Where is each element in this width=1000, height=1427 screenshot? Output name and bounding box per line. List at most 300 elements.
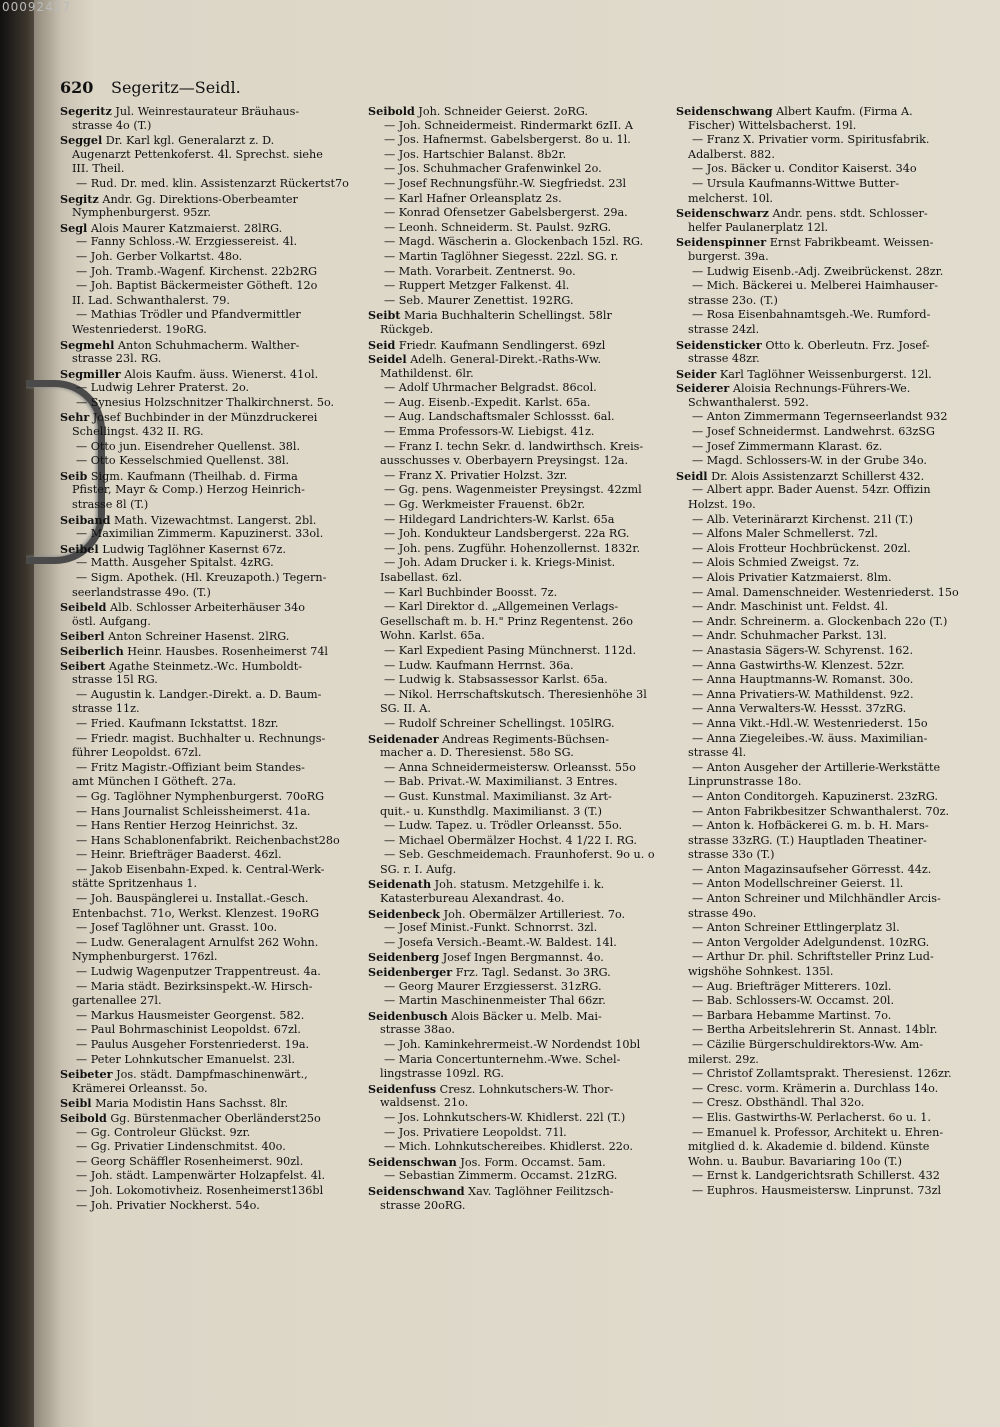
directory-subentry <box>676 702 992 717</box>
entry-text: — Alb. Veterinärarzt Kirchenst. 21l (T.) <box>692 512 913 526</box>
directory-entry <box>60 367 358 382</box>
entry-text: strasse 33zRG. (T.) Hauptladen Theatiner- <box>688 833 927 847</box>
directory-subentry <box>676 542 992 557</box>
entry-text: — Bertha Arbeitslehrerin St. Annast. 14blr. <box>692 1023 938 1037</box>
entry-text: Jul. Weinrestaurateur Bräuhaus- <box>115 105 300 118</box>
entry-continuation <box>676 119 992 134</box>
surname: Seidl <box>676 468 708 483</box>
surname: Seidenschwand <box>368 1183 465 1198</box>
directory-subentry <box>368 410 668 425</box>
directory-subentry <box>60 250 358 265</box>
entry-text: — Ludw. Generalagent Arnulfst 262 Wohn. <box>76 935 319 949</box>
directory-subentry <box>368 527 668 542</box>
entry-text: — Fritz Magistr.-Offiziant beim Standes- <box>76 760 305 774</box>
entry-text: — Georg Schäffler Rosenheimerst. 90zl. <box>76 1154 304 1168</box>
entry-text: — Alois Privatier Katzmaierst. 8lm. <box>692 571 892 584</box>
directory-subentry <box>676 994 992 1009</box>
entry-text: — Synesius Holzschnitzer Thalkirchnerst. 5o. <box>76 395 335 409</box>
entry-continuation <box>60 586 358 601</box>
directory-subentry <box>676 556 992 571</box>
directory-entry <box>676 104 992 119</box>
surname: Seibert <box>60 658 106 673</box>
entry-text: — Hans Rentier Herzog Heinrichst. 3z. <box>76 819 299 833</box>
entry-text: strasse 23o. (T.) <box>688 293 778 307</box>
entry-continuation <box>60 950 358 965</box>
entry-text: — Ludwig Wagenputzer Trappentreust. 4a. <box>76 965 321 979</box>
entry-text: strasse 8l (T.) <box>72 498 149 512</box>
entry-text: Anton Schreiner Hasenst. 2lRG. <box>108 630 290 644</box>
entry-continuation <box>60 119 358 134</box>
entry-text: — Franz I. techn Sekr. d. landwirthsch. Kreis- <box>384 439 644 453</box>
directory-entry <box>60 410 358 425</box>
directory-subentry <box>368 1053 668 1068</box>
surname: Seidenschwang <box>676 104 773 118</box>
directory-subentry <box>676 1126 992 1141</box>
entry-text: Andreas Regiments-Büchsen- <box>442 732 610 746</box>
entry-text: gartenallee 27l. <box>72 994 162 1008</box>
entry-text: — Ernst k. Landgerichtsrath Schillerst. 432 <box>692 1169 940 1183</box>
entry-text: — Aug. Landschaftsmaler Schlossst. 6al. <box>384 410 615 424</box>
directory-entry <box>676 206 992 221</box>
entry-text: Adelh. General-Direkt.-Raths-Ww. <box>410 353 602 367</box>
entry-text: Alois Bäcker u. Melb. Mai- <box>451 1009 602 1023</box>
entry-text: quit.- u. Kunsthdlg. Maximilianst. 3 (T.) <box>380 804 602 818</box>
directory-subentry <box>368 425 668 440</box>
entry-text: — Emma Professors-W. Liebigst. 41z. <box>384 425 595 439</box>
directory-subentry <box>368 556 668 571</box>
surname: Seidenberger <box>368 965 453 980</box>
entry-text: Pfister, Mayr & Comp.) Herzog Heinrich- <box>72 483 305 497</box>
directory-subentry <box>368 936 668 951</box>
entry-text: — Karl Expedient Pasing Münchnerst. 112d. <box>384 643 636 657</box>
directory-subentry <box>60 1184 358 1199</box>
directory-entry <box>60 221 358 236</box>
entry-text: waldsenst. 21o. <box>380 1096 469 1110</box>
entry-text: strasse 4o (T.) <box>72 118 152 132</box>
entry-text: Maria Buchhalterin Schellingst. 58lr <box>404 309 612 323</box>
directory-subentry <box>368 848 668 863</box>
entry-text: Fischer) Wittelsbacherst. 19l. <box>688 118 857 132</box>
entry-text: Wohn. u. Baubur. Bavariaring 10o (T.) <box>688 1154 902 1168</box>
directory-subentry <box>676 673 992 688</box>
entry-text: — Otto jun. Eisendreher Quellenst. 38l. <box>76 439 301 453</box>
directory-entry <box>368 732 668 747</box>
entry-continuation <box>60 775 358 790</box>
entry-text: — Joh. Gerber Volkartst. 48o. <box>76 249 243 263</box>
surname: Seibold <box>60 1110 107 1125</box>
entry-text: Cresz. Lohnkutschers-W. Thor- <box>439 1082 614 1096</box>
entry-text: — Anna Hauptmanns-W. Romanst. 30o. <box>692 673 914 687</box>
entry-text: — Anna Ziegeleibes.-W. äuss. Maximilian- <box>692 731 928 745</box>
directory-subentry <box>676 921 992 936</box>
entry-text: Dr. Alois Assistenzarzt Schillerst 432. <box>711 469 925 483</box>
directory-subentry <box>676 1184 992 1199</box>
entry-text: — Hans Journalist Schleissheimerst. 41a. <box>76 804 311 818</box>
entry-text: — Sebastian Zimmerm. Occamst. 21zRG. <box>384 1169 618 1183</box>
entry-text: — Gust. Kunstmal. Maximilianst. 3z Art- <box>384 789 612 803</box>
entry-text: — Gg. pens. Wagenmeister Preysingst. 42zml <box>384 483 642 497</box>
entry-text: — Gg. Taglöhner Nymphenburgerst. 70oRG <box>76 789 325 803</box>
surname: Seibel <box>60 541 99 556</box>
directory-subentry <box>368 498 668 513</box>
entry-continuation <box>60 673 358 688</box>
entry-continuation <box>60 746 358 761</box>
entry-continuation <box>60 877 358 892</box>
surname: Seidensticker <box>676 337 762 352</box>
directory-subentry <box>676 805 992 820</box>
entry-text: — Anna Vikt.-Hdl.-W. Westenriederst. 15o <box>692 716 928 730</box>
directory-subentry <box>368 542 668 557</box>
directory-subentry <box>368 659 668 674</box>
directory-subentry <box>368 119 668 134</box>
entry-text: — Michael Obermälzer Hochst. 4 1/22 I. RG. <box>384 833 637 847</box>
entry-continuation <box>676 148 992 163</box>
entry-text: — Hans Schablonenfabrikt. Reichenbachst28o <box>76 833 340 847</box>
entry-text: Josef Buchbinder in der Münzdruckerei <box>92 411 318 425</box>
entry-text: Rückgeb. <box>380 322 434 336</box>
directory-subentry <box>60 1199 358 1214</box>
entry-text: — Joh. Schneidermeist. Rindermarkt 6zII. A <box>384 118 633 132</box>
entry-text: — Seb. Geschmeidemach. Fraunhoferst. 9o u. o <box>384 848 655 862</box>
entry-text: burgerst. 39a. <box>688 249 769 263</box>
entry-text: — Amal. Damenschneider. Westenriederst. 15o <box>692 585 959 599</box>
directory-subentry <box>60 1169 358 1184</box>
entry-text: — Cresc. vorm. Krämerin a. Durchlass 14o. <box>692 1081 939 1095</box>
directory-subentry <box>676 425 992 440</box>
directory-subentry <box>60 556 358 571</box>
surname: Seidenfuss <box>368 1081 437 1096</box>
entry-text: Joh. statusm. Metzgehilfe i. k. <box>434 878 605 892</box>
surname: Seid <box>368 337 396 352</box>
directory-entry <box>60 542 358 557</box>
entry-continuation <box>676 323 992 338</box>
directory-subentry <box>60 527 358 542</box>
directory-subentry <box>368 994 668 1009</box>
entry-text: — Gg. Privatier Lindenschmitst. 40o. <box>76 1140 286 1154</box>
directory-subentry <box>676 513 992 528</box>
entry-text: — Anton Schreiner Ettlingerplatz 3l. <box>692 921 900 935</box>
entry-continuation <box>676 746 992 761</box>
directory-subentry <box>368 206 668 221</box>
entry-text: — Anna Privatiers-W. Mathildenst. 9z2. <box>692 687 914 701</box>
entry-text: — Andr. Maschinist unt. Feldst. 4l. <box>692 600 889 614</box>
directory-subentry <box>676 717 992 732</box>
entry-text: Nymphenburgerst. 176zl. <box>72 950 218 964</box>
entry-text: — Ruppert Metzger Falkenst. 4l. <box>384 279 570 293</box>
entry-text: — Anton Ausgeher der Artillerie-Werkstätte <box>692 760 941 774</box>
entry-text: — Gg. Controleur Glückst. 9zr. <box>76 1125 251 1139</box>
directory-subentry <box>676 1169 992 1184</box>
entry-text: — Alois Schmied Zweigst. 7z. <box>692 556 860 570</box>
directory-subentry <box>368 1038 668 1053</box>
directory-subentry <box>368 790 668 805</box>
directory-subentry <box>676 308 992 323</box>
entry-text: Nymphenburgerst. 95zr. <box>72 206 211 220</box>
entry-text: wigshöhe Sohnkest. 135l. <box>688 965 834 979</box>
directory-subentry <box>676 790 992 805</box>
directory-subentry <box>60 834 358 849</box>
entry-text: — Josef Schneidermst. Landwehrst. 63zSG <box>692 425 935 439</box>
entry-text: — Magd. Wäscherin a. Glockenbach 15zl. RG. <box>384 235 644 249</box>
entry-text: — Joh. Adam Drucker i. k. Kriegs-Minist. <box>384 556 616 570</box>
surname: Seib <box>60 468 88 483</box>
directory-subentry <box>60 235 358 250</box>
directory-subentry <box>676 1111 992 1126</box>
entry-text: macher a. D. Theresienst. 58o SG. <box>380 746 574 760</box>
directory-subentry <box>368 775 668 790</box>
directory-entry <box>368 1155 668 1170</box>
entry-continuation <box>676 848 992 863</box>
directory-subentry <box>676 483 992 498</box>
directory-subentry <box>676 644 992 659</box>
entry-text: Schellingst. 432 II. RG. <box>72 425 204 439</box>
entry-continuation <box>676 965 992 980</box>
entry-continuation <box>60 352 358 367</box>
entry-text: Agathe Steinmetz.-Wc. Humboldt- <box>109 659 303 673</box>
directory-entry <box>60 1067 358 1082</box>
surname: Seibeter <box>60 1067 113 1082</box>
entry-text: — Anton Schreiner und Milchhändler Arcis- <box>692 892 941 906</box>
directory-subentry <box>676 279 992 294</box>
directory-subentry <box>60 1023 358 1038</box>
entry-text: Frz. Tagl. Sedanst. 3o 3RG. <box>455 966 611 980</box>
entry-text: — Math. Vorarbeit. Zentnerst. 9o. <box>384 264 576 278</box>
entry-continuation <box>368 1199 668 1214</box>
directory-entry <box>60 659 358 674</box>
entry-continuation <box>676 352 992 367</box>
surname: Seider <box>676 366 717 381</box>
entry-text: — Andr. Schreinerm. a. Glockenbach 22o (T.) <box>692 614 948 628</box>
directory-subentry <box>368 1126 668 1141</box>
directory-subentry <box>676 688 992 703</box>
entry-text: strasse 33o (T.) <box>688 848 775 862</box>
directory-subentry <box>676 440 992 455</box>
entry-text: — Karl Hafner Orleansplatz 2s. <box>384 191 562 205</box>
directory-subentry <box>368 177 668 192</box>
entry-text: — Fried. Kaufmann Ickstattst. 18zr. <box>76 716 279 730</box>
entry-text: — Joh. städt. Lampenwärter Holzapfelst. 4l. <box>76 1169 326 1183</box>
directory-subentry <box>60 381 358 396</box>
entry-text: — Emanuel k. Professor, Architekt u. Ehren- <box>692 1125 944 1139</box>
directory-entry <box>676 235 992 250</box>
directory-subentry <box>676 950 992 965</box>
directory-subentry <box>60 717 358 732</box>
directory-subentry <box>60 790 358 805</box>
entry-text: — Elis. Gastwirths-W. Perlacherst. 6o u. 1. <box>692 1110 931 1124</box>
directory-subentry <box>368 148 668 163</box>
entry-text: Aloisia Rechnungs-Führers-We. <box>732 382 911 396</box>
entry-text: — Friedr. magist. Buchhalter u. Rechnungs- <box>76 731 326 745</box>
entry-text: — Josef Taglöhner unt. Grasst. 10o. <box>76 921 278 935</box>
directory-subentry <box>60 396 358 411</box>
directory-subentry <box>368 586 668 601</box>
entry-continuation <box>368 1067 668 1082</box>
directory-subentry <box>60 1140 358 1155</box>
entry-text: — Jos. Privatiere Leopoldst. 71l. <box>384 1125 567 1139</box>
entry-text: — Sigm. Apothek. (Hl. Kreuzapoth.) Tegern- <box>76 571 327 584</box>
entry-text: — Anton Zimmermann Tegernseerlandst 932 <box>692 410 948 424</box>
directory-subentry <box>368 469 668 484</box>
entry-text: — Aug. Eisenb.-Expedit. Karlst. 65a. <box>384 395 591 409</box>
entry-text: — Maria städt. Bezirksinspekt.-W. Hirsch- <box>76 979 313 993</box>
entry-text: — Rud. Dr. med. klin. Assistenzarzt Rückertst7o <box>76 176 349 190</box>
entry-text: Linprunstrasse 18o. <box>688 775 802 789</box>
entry-text: amt München I Götheft. 27a. <box>72 775 237 789</box>
directory-subentry <box>368 921 668 936</box>
directory-entry <box>60 1096 358 1111</box>
entry-text: — Konrad Ofensetzer Gabelsbergerst. 29a. <box>384 206 628 220</box>
entry-continuation <box>676 221 992 236</box>
directory-subentry <box>676 732 992 747</box>
directory-subentry <box>368 717 668 732</box>
entry-continuation <box>676 775 992 790</box>
directory-subentry <box>60 892 358 907</box>
surname: Seiberl <box>60 629 105 644</box>
directory-subentry <box>676 659 992 674</box>
entry-text: — Hildegard Landrichters-W. Karlst. 65a <box>384 512 615 526</box>
entry-text: Math. Vizewachtmst. Langerst. 2bl. <box>114 513 317 527</box>
entry-text: Entenbachst. 71o, Werkst. Klenzest. 19oRG <box>72 906 320 920</box>
directory-subentry <box>60 761 358 776</box>
entry-text: — Ludw. Tapez. u. Trödler Orleansst. 55o. <box>384 819 623 833</box>
column-2 <box>368 104 668 1213</box>
entry-text: Krämerei Orleansst. 5o. <box>72 1081 208 1095</box>
directory-entry <box>60 338 358 353</box>
surname: Seiband <box>60 512 111 527</box>
directory-subentry <box>60 265 358 280</box>
surname: Seiderer <box>676 381 730 396</box>
entry-text: — Jos. Hafnermst. Gabelsbergerst. 8o u. 1l. <box>384 133 631 147</box>
directory-entry <box>368 1009 668 1024</box>
entry-text: — Anton Modellschreiner Geierst. 1l. <box>692 877 904 891</box>
entry-continuation <box>676 192 992 207</box>
directory-subentry <box>676 819 992 834</box>
directory-entry <box>368 308 668 323</box>
directory-entry <box>368 352 668 367</box>
entry-text: Westenriederst. 19oRG. <box>72 322 207 336</box>
entry-text: Adalberst. 882. <box>688 147 775 161</box>
entry-text: führer Leopoldst. 67zl. <box>72 746 202 760</box>
page-header <box>60 78 241 97</box>
entry-text: II. Lad. Schwanthalerst. 79. <box>72 293 230 307</box>
surname: Segeritz <box>60 104 112 118</box>
entry-text: — Gg. Werkmeister Frauenst. 6b2r. <box>384 498 586 512</box>
surname: Seiberlich <box>60 643 124 658</box>
entry-text: strasse 4l. <box>688 746 747 760</box>
directory-subentry <box>60 454 358 469</box>
entry-continuation <box>368 367 668 382</box>
entry-text: — Anton Magazinsaufseher Görresst. 44z. <box>692 862 932 876</box>
entry-text: Isabellast. 6zl. <box>380 571 462 584</box>
entry-text: Anton Schuhmacherm. Walther- <box>117 338 300 352</box>
entry-continuation <box>60 1082 358 1097</box>
entry-text: — Euphros. Hausmeistersw. Linprunst. 73zl <box>692 1183 942 1197</box>
directory-subentry <box>60 980 358 995</box>
entry-continuation <box>368 805 668 820</box>
entry-text: Joh. Obermälzer Artilleriest. 7o. <box>443 907 626 921</box>
directory-subentry <box>368 381 668 396</box>
entry-text: Andr. pens. stdt. Schlosser- <box>772 207 928 221</box>
entry-continuation <box>676 396 992 411</box>
directory-entry <box>60 513 358 528</box>
directory-subentry <box>368 513 668 528</box>
entry-text: — Maria Concertunternehm.-Wwe. Schel- <box>384 1052 621 1066</box>
surname: Seidenschwan <box>368 1154 457 1169</box>
entry-text: — Jos. Hartschier Balanst. 8b2r. <box>384 147 567 161</box>
directory-subentry <box>60 1038 358 1053</box>
entry-continuation <box>60 498 358 513</box>
directory-subentry <box>368 600 668 615</box>
directory-subentry <box>368 294 668 309</box>
entry-text: ausschusses v. Oberbayern Preysingst. 12a. <box>380 454 629 468</box>
directory-entry <box>368 950 668 965</box>
directory-subentry <box>368 1169 668 1184</box>
entry-text: — Ludw. Kaufmann Herrnst. 36a. <box>384 658 574 672</box>
entry-text: — Paul Bohrmaschinist Leopoldst. 67zl. <box>76 1023 301 1037</box>
directory-subentry <box>676 863 992 878</box>
entry-text: Joh. Schneider Geierst. 2oRG. <box>418 105 588 118</box>
surname: Seidenbeck <box>368 906 441 921</box>
directory-subentry <box>60 1009 358 1024</box>
entry-text: mitglied d. k. Akademie d. bildend. Künste <box>688 1140 930 1154</box>
entry-text: strasse 24zl. <box>688 322 760 336</box>
directory-subentry <box>676 162 992 177</box>
surname: Segl <box>60 220 88 235</box>
entry-text: — Mathias Trödler und Pfandvermittler <box>76 308 301 322</box>
entry-continuation <box>676 1140 992 1155</box>
entry-text: — Martin Maschinenmeister Thal 66zr. <box>384 994 606 1008</box>
directory-subentry <box>60 571 358 586</box>
entry-text: — Josef Rechnungsführ.-W. Siegfriedst. 23l <box>384 176 627 190</box>
entry-text: milerst. 29z. <box>688 1052 759 1066</box>
surname: Seidenbusch <box>368 1008 448 1023</box>
surname: Seidenspinner <box>676 235 767 250</box>
directory-subentry <box>676 1067 992 1082</box>
entry-text: Alois Kaufm. äuss. Wienerst. 41ol. <box>124 367 319 381</box>
directory-subentry <box>676 980 992 995</box>
surname: Seidenader <box>368 731 439 746</box>
surname: Segitz <box>60 191 99 206</box>
entry-text: helfer Paulanerplatz 12l. <box>688 220 829 234</box>
surname: Seggel <box>60 133 103 148</box>
directory-subentry <box>676 1082 992 1097</box>
entry-text: — Magd. Schlossers-W. in der Grube 34o. <box>692 454 927 468</box>
entry-continuation <box>368 615 668 630</box>
entry-continuation <box>676 498 992 513</box>
entry-text: — Rosa Eisenbahnamtsgeh.-We. Rumford- <box>692 308 931 322</box>
directory-subentry <box>368 250 668 265</box>
entry-text: — Jos. Schuhmacher Grafenwinkel 2o. <box>384 162 602 176</box>
directory-subentry <box>60 819 358 834</box>
entry-text: — Alois Frotteur Hochbrückenst. 20zl. <box>692 541 911 555</box>
entry-text: — Bab. Privat.-W. Maximilianst. 3 Entres. <box>384 775 618 789</box>
directory-subentry <box>60 279 358 294</box>
entry-continuation <box>676 1155 992 1170</box>
directory-subentry <box>676 265 992 280</box>
directory-subentry <box>60 965 358 980</box>
directory-entry <box>60 644 358 659</box>
entry-text: — Joh. Baptist Bäckermeister Götheft. 12o <box>76 279 318 293</box>
entry-text: — Albert appr. Bader Auenst. 54zr. Offizin <box>692 483 931 497</box>
directory-subentry <box>60 848 358 863</box>
directory-subentry <box>60 177 358 192</box>
entry-text: — Karl Direktor d. „Allgemeinen Verlags- <box>384 600 619 614</box>
entry-text: — Arthur Dr. phil. Schriftsteller Prinz Lud- <box>692 950 934 964</box>
entry-text: — Mich. Lohnkutschereibes. Khidlerst. 22o. <box>384 1140 633 1154</box>
directory-subentry <box>368 192 668 207</box>
entry-text: Katasterbureau Alexandrast. 4o. <box>380 892 565 906</box>
entry-text: — Andr. Schuhmacher Parkst. 13l. <box>692 629 887 643</box>
